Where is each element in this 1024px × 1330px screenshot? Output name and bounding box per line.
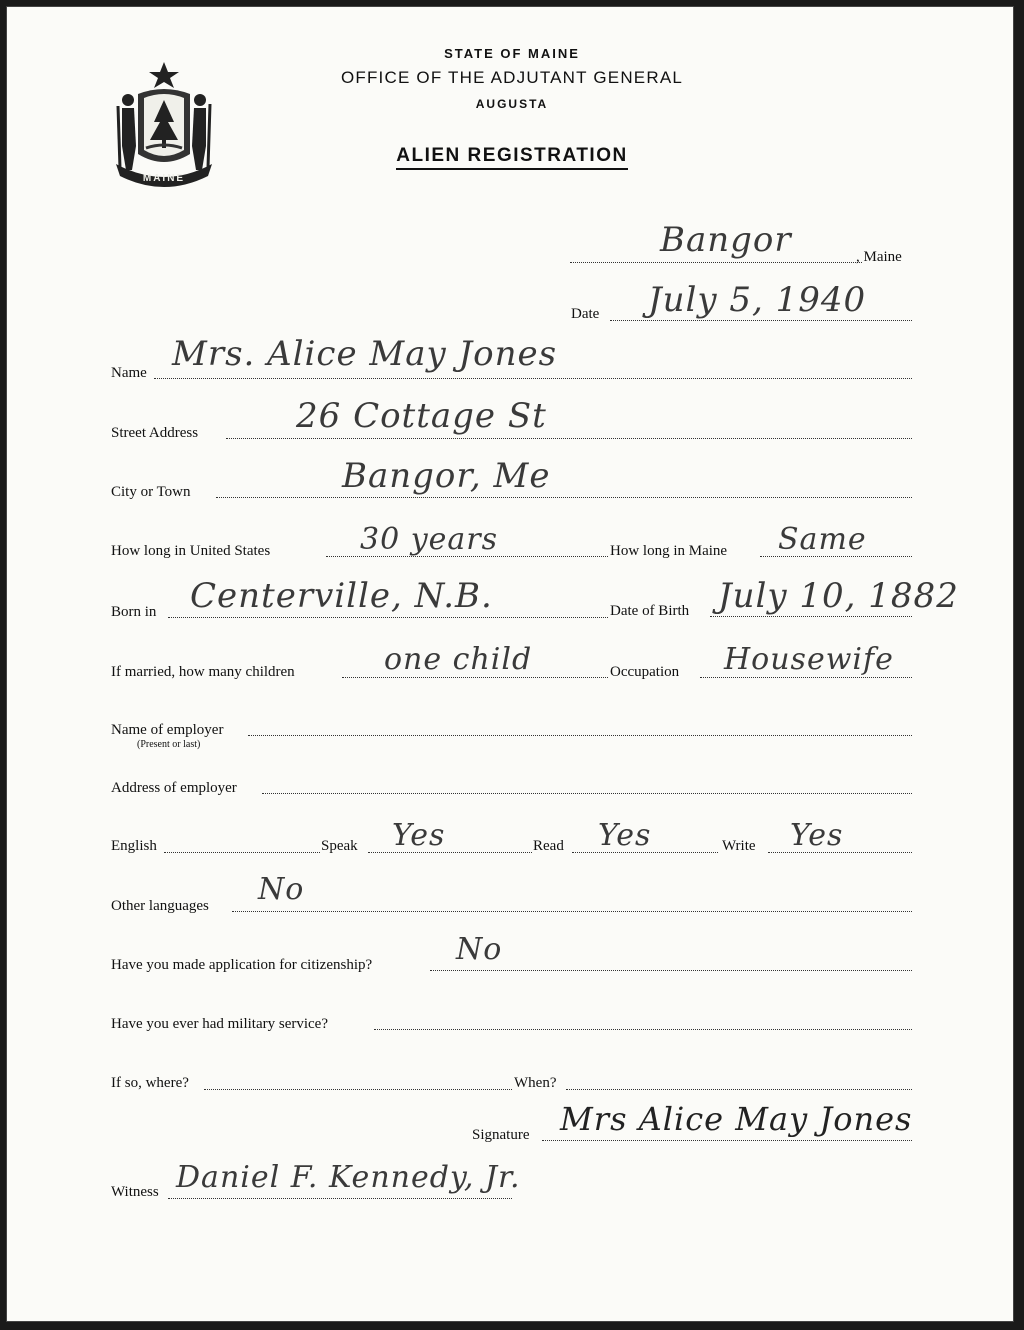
english-label: English xyxy=(111,838,157,854)
date-line xyxy=(610,320,912,321)
born-in-value: Centerville, N.B. xyxy=(190,576,493,616)
header-office: OFFICE OF THE ADJUTANT GENERAL xyxy=(340,68,684,87)
town-value: Bangor xyxy=(660,220,792,260)
military-label: Have you ever had military service? xyxy=(111,1016,328,1032)
write-label: Write xyxy=(722,838,756,854)
name-value: Mrs. Alice May Jones xyxy=(172,334,558,374)
read-label: Read xyxy=(533,838,564,854)
employer-address-line xyxy=(262,793,912,794)
name-line xyxy=(154,378,912,379)
occupation-value: Housewife xyxy=(724,642,894,677)
how-long-us-value: 30 years xyxy=(360,522,499,557)
born-in-line xyxy=(168,617,608,618)
city-label: City or Town xyxy=(111,484,191,500)
employer-sublabel: (Present or last) xyxy=(137,739,201,750)
signature-line xyxy=(542,1140,912,1141)
other-languages-line xyxy=(232,911,912,912)
town-line xyxy=(570,262,862,263)
where-label: If so, where? xyxy=(111,1075,189,1091)
how-long-maine-label: How long in Maine xyxy=(610,543,728,559)
svg-text:MAINE: MAINE xyxy=(142,173,186,184)
when-line xyxy=(566,1089,912,1090)
employer-address-label: Address of employer xyxy=(111,780,237,796)
born-in-label: Born in xyxy=(111,604,157,620)
city-line xyxy=(216,497,912,498)
header-city: AUGUSTA xyxy=(475,97,549,111)
citizenship-line xyxy=(430,970,912,971)
english-line xyxy=(164,852,320,853)
children-value: one child xyxy=(384,642,533,677)
write-value: Yes xyxy=(790,818,844,853)
other-languages-value: No xyxy=(258,872,305,907)
other-languages-label: Other languages xyxy=(111,898,209,914)
name-label: Name xyxy=(111,365,147,381)
witness-label: Witness xyxy=(111,1184,159,1200)
street-label: Street Address xyxy=(111,425,199,441)
date-label: Date xyxy=(571,306,600,322)
children-line xyxy=(342,677,608,678)
maine-label: , Maine xyxy=(856,249,902,265)
children-label: If married, how many children xyxy=(111,664,295,680)
date-of-birth-value: July 10, 1882 xyxy=(718,576,959,616)
witness-line xyxy=(168,1198,512,1199)
when-label: When? xyxy=(514,1075,557,1091)
how-long-maine-value: Same xyxy=(778,522,867,557)
read-value: Yes xyxy=(598,818,652,853)
occupation-label: Occupation xyxy=(610,664,680,680)
form-title: ALIEN REGISTRATION xyxy=(0,145,1024,167)
header-state: STATE OF MAINE xyxy=(444,46,580,61)
employer-label: Name of employer xyxy=(111,722,224,738)
date-of-birth-label: Date of Birth xyxy=(610,603,690,619)
date-value: July 5, 1940 xyxy=(648,280,867,320)
military-line xyxy=(374,1029,912,1030)
signature-label: Signature xyxy=(472,1127,530,1143)
city-value: Bangor, Me xyxy=(342,456,551,496)
occupation-line xyxy=(700,677,912,678)
street-line xyxy=(226,438,912,439)
signature-value: Mrs Alice May Jones xyxy=(560,1100,913,1138)
speak-value: Yes xyxy=(392,818,446,853)
citizenship-label: Have you made application for citizenship? xyxy=(111,957,373,973)
witness-value: Daniel F. Kennedy, Jr. xyxy=(176,1160,521,1195)
citizenship-value: No xyxy=(456,932,503,967)
date-of-birth-line xyxy=(710,616,912,617)
how-long-us-label: How long in United States xyxy=(111,543,271,559)
where-line xyxy=(204,1089,512,1090)
street-value: 26 Cottage St xyxy=(296,396,547,436)
speak-label: Speak xyxy=(321,838,358,854)
employer-line xyxy=(248,735,912,736)
